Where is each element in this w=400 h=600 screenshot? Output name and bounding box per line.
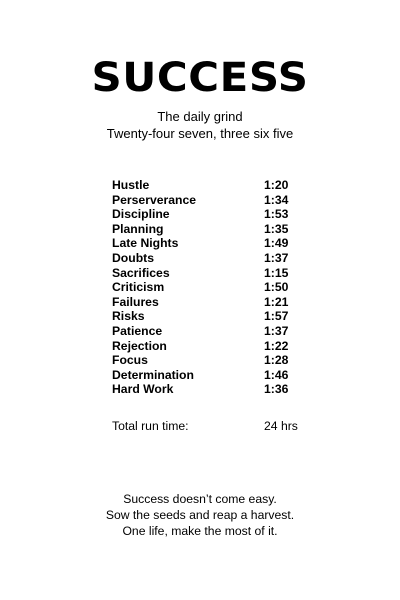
track-time: 1:28 [264,353,289,368]
track-row [112,280,312,295]
track-name: Hard Work [112,382,174,397]
track-row [112,193,312,208]
track-name: Sacrifices [112,265,170,280]
track-time: 1:21 [264,294,289,309]
track-time: 1:34 [264,192,289,207]
track-row [112,382,312,397]
track-name: Failures [112,294,159,309]
subtitle-line-2: Twenty-four seven, three six five [106,126,294,141]
track-row [112,353,312,368]
track-row [112,368,312,383]
track-name: Planning [112,221,164,236]
track-row [112,339,312,354]
footer-line-1: Success doesn’t come easy. [123,492,277,506]
track-name: Doubts [112,250,154,265]
total-run-time [112,418,312,434]
track-row [112,266,312,281]
track-name: Determination [112,367,194,382]
total-label: Total run time: [112,419,189,433]
track-time: 1:37 [264,250,289,265]
track-row [112,236,312,251]
track-name: Hustle [112,178,150,192]
track-time: 1:50 [264,280,289,295]
track-time: 1:20 [264,178,289,192]
track-time: 1:49 [264,236,289,251]
track-name: Discipline [112,207,170,222]
track-row [112,207,312,222]
track-time: 1:22 [264,338,289,353]
track-row [112,324,312,339]
track-time: 1:36 [264,382,289,397]
track-row [112,251,312,266]
track-time: 1:57 [264,309,289,324]
subtitle-line-1: The daily grind [157,109,243,124]
track-name: Risks [112,309,145,324]
track-time: 1:35 [264,221,289,236]
footer-line-3: One life, make the most of it. [122,524,278,538]
track-time: 1:37 [264,323,289,338]
track-time: 1:46 [264,367,289,382]
footer-line-2: Sow the seeds and reap a harvest. [105,508,295,522]
track-name: Perserverance [112,192,197,207]
page-title: SUCCESS [91,55,309,101]
track-time: 1:53 [264,207,289,222]
track-time: 1:15 [264,265,289,280]
track-name: Patience [112,323,163,338]
track-row [112,295,312,310]
track-row [112,222,312,237]
total-value: 24 hrs [264,419,298,433]
track-row [112,178,312,193]
track-name: Criticism [112,280,165,295]
track-name: Rejection [112,338,167,353]
track-name: Late Nights [112,236,179,251]
track-row [112,309,312,324]
track-name: Focus [112,353,148,368]
tracklist [112,178,312,397]
